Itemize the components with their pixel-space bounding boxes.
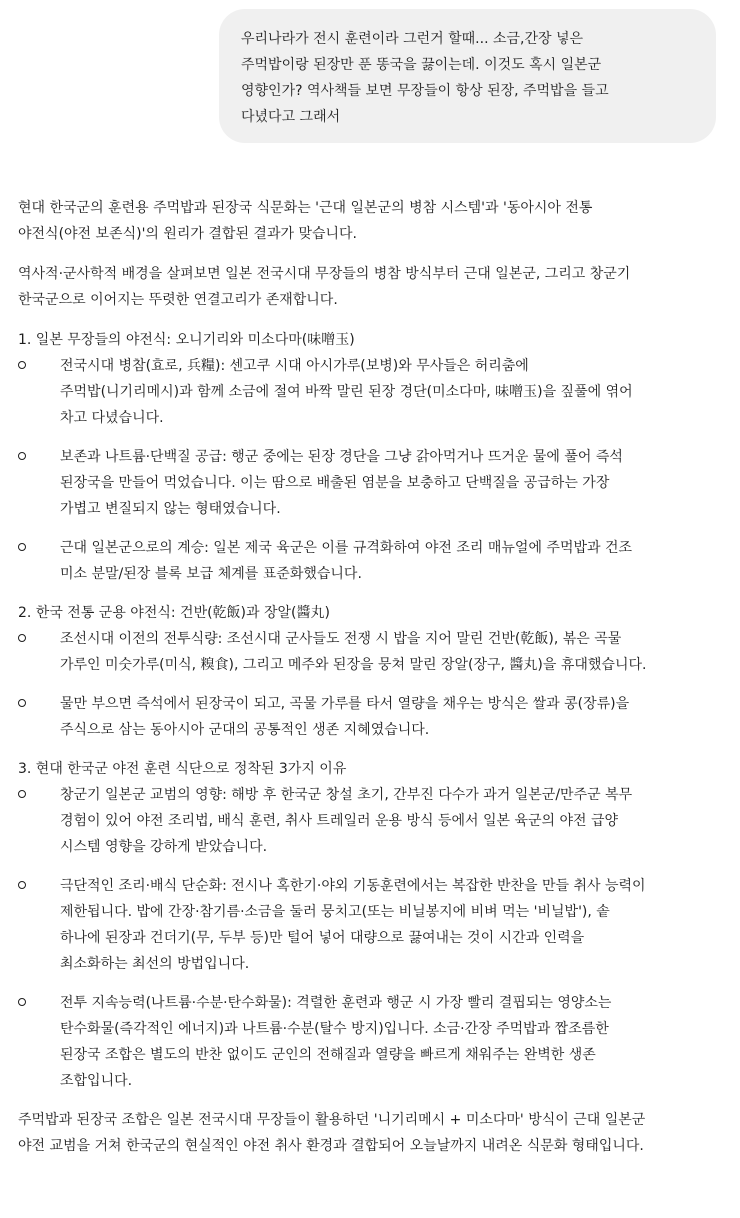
bullet-circle-icon [18,782,32,808]
section-heading: 1. 일본 무장들의 야전식: 오니기리와 미소다마(味噌玉) [18,332,355,348]
text-line: 미소 분말/된장 블록 보급 체계를 표준화했습니다. [60,566,362,582]
text-line: 하나에 된장과 건더기(무, 두부 등)만 털어 넣어 대량으로 끓여내는 것이 시간과 인력을 [60,930,585,946]
user-message-line: 다녔다고 그래서 [241,109,341,125]
user-message-line: 주먹밥이랑 된장만 푼 똥국을 끓이는데. 이것도 혹시 일본군 [241,57,602,73]
text-line: 조선시대 이전의 전투식량: 조선시대 군사들도 전쟁 시 밥을 지어 말린 건반(乾飯), 볶은 곡물 [60,631,622,647]
list-item [18,990,724,1094]
bullet-circle-icon [18,873,32,899]
text-line: 근대 일본군으로의 계승: 일본 제국 육군은 이를 규격화하여 야전 조리 매뉴얼에 주먹밥과 건조 [60,540,633,556]
text-line: 최소화하는 최선의 방법입니다. [60,956,250,972]
text-line: 주식으로 삼는 동아시아 군대의 공통적인 생존 지혜였습니다. [60,722,430,738]
text-line: 현대 한국군의 훈련용 주먹밥과 된장국 식문화는 '근대 일본군의 병참 시스템'과 '동아시아 전통 [18,200,593,216]
bullet-circle-icon [18,535,32,561]
text-line: 경험이 있어 야전 조리법, 배식 훈련, 취사 트레일러 운용 방식 등에서 일본 육군의 야전 급양 [60,813,619,829]
text-line: 제한됩니다. 밥에 간장·참기름·소금을 둘러 뭉치고(또는 비닐봉지에 비벼 먹는 '비닐밥'), 솥 [60,904,610,920]
section-heading: 3. 현대 한국군 야전 훈련 식단으로 정착된 3가지 이유 [18,761,347,777]
text-line: 주먹밥과 된장국 조합은 일본 전국시대 무장들이 활용하던 '니기리메시 + 미소다마' 방식이 근대 일본군 [18,1112,646,1128]
user-message-line: 영향인가? 역사책들 보면 무장들이 항상 된장, 주먹밥을 들고 [241,83,609,99]
list-item [18,535,724,587]
bullet-circle-icon [18,353,32,379]
list-item [18,691,724,743]
text-line: 차고 다녔습니다. [60,410,164,426]
text-line: 가루인 미숫가루(미식, 糗食), 그리고 메주와 된장을 뭉쳐 말린 장알(장구, 醬丸)을 휴대했습니다. [60,657,647,673]
bullet-circle-icon [18,691,32,717]
text-line: 전투 지속능력(나트륨·수분·탄수화물): 격렬한 훈련과 행군 시 가장 빨리 결핍되는 영양소는 [60,995,612,1011]
user-message-bubble [219,9,716,143]
text-line: 창군기 일본군 교범의 영향: 해방 후 한국군 창설 초기, 간부진 다수가 과거 일본군/만주군 복무 [60,787,633,803]
text-line: 된장국을 만들어 먹었습니다. 이는 땀으로 배출된 염분을 보충하고 단백질을 공급하는 가장 [60,475,610,491]
bullet-circle-icon [18,990,32,1016]
list-item [18,444,724,522]
text-line: 전국시대 병참(효로, 兵糧): 센고쿠 시대 아시가루(보병)와 무사들은 허리춤에 [60,358,529,374]
intro-paragraph [18,261,724,313]
text-line: 가볍고 변질되지 않는 형태였습니다. [60,501,281,517]
user-message-line: 우리나라가 전시 훈련이라 그런거 할때... 소금,간장 넣은 [241,31,584,47]
text-line: 극단적인 조리·배식 단순화: 전시나 혹한기·야외 기동훈련에서는 복잡한 반찬을 만들 취사 능력이 [60,878,646,894]
text-line: 물만 부으면 즉석에서 된장국이 되고, 곡물 가루를 타서 열량을 채우는 방식은 쌀과 콩(장류)을 [60,696,630,712]
text-line: 주먹밥(니기리메시)과 함께 소금에 절여 바짝 말린 된장 경단(미소다마, 味噌玉)을 짚풀에 엮어 [60,384,633,400]
text-line: 보존과 나트륨·단백질 공급: 행군 중에는 된장 경단을 그냥 갉아먹거나 뜨거운 물에 풀어 즉석 [60,449,623,465]
text-line: 한국군으로 이어지는 뚜렷한 연결고리가 존재합니다. [18,292,338,308]
text-line: 된장국 조합은 별도의 반찬 없이도 군인의 전해질과 열량을 빠르게 채워주는 완벽한 생존 [60,1047,596,1063]
text-line: 시스템 영향을 강하게 받았습니다. [60,839,268,855]
list-item [18,782,724,860]
text-line: 야전식(야전 보존식)'의 원리가 결합된 결과가 맞습니다. [18,226,358,242]
text-line: 야전 교범을 거쳐 한국군의 현실적인 야전 취사 환경과 결합되어 오늘날까지 내려온 식문화 형태입니다. [18,1138,644,1154]
closing-paragraph [18,1107,724,1159]
list-item [18,626,724,678]
bullet-circle-icon [18,626,32,652]
text-line: 탄수화물(즉각적인 에너지)과 나트륨·수분(탈수 방지)입니다. 소금·간장 주먹밥과 짭조름한 [60,1021,609,1037]
list-item [18,353,724,431]
intro-paragraph [18,195,724,247]
list-item [18,873,724,977]
assistant-response [18,195,724,1159]
section-heading: 2. 한국 전통 군용 야전식: 건반(乾飯)과 장알(醬丸) [18,605,330,621]
text-line: 조합입니다. [60,1073,133,1089]
bullet-circle-icon [18,444,32,470]
text-line: 역사적·군사학적 배경을 살펴보면 일본 전국시대 무장들의 병참 방식부터 근대 일본군, 그리고 창군기 [18,266,631,282]
